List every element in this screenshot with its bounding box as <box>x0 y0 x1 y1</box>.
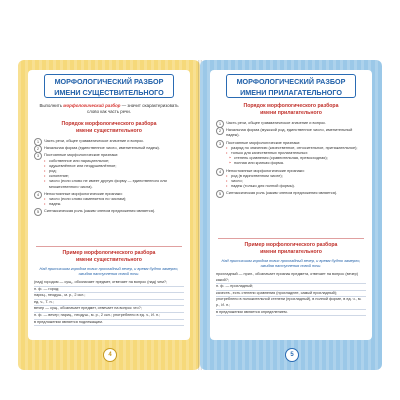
right-step-text: Начальная форма (мужской род, единственное число, именительный падеж). <box>226 127 353 138</box>
left-step-text: Часть речи, общее грамматическое значение и вопрос. <box>44 138 145 143</box>
left-step-text: Начальная форма (единственное число, именительный падеж). <box>44 145 160 151</box>
right-step-number: 4 <box>216 168 224 176</box>
left-example-heading-line2: имени существительного <box>76 256 142 263</box>
left-step-1 <box>34 138 184 143</box>
left-step-bullet: • склонение; <box>44 173 184 178</box>
right-title-line2: ИМЕНИ ПРИЛАГАТЕЛЬНОГО <box>240 88 342 97</box>
left-example-line: н. ф. — вечер; нариц., неодуш., м. р., 2 скл.; употреблено в ед. ч., И. п.; <box>34 313 184 320</box>
left-step-number: 5 <box>34 208 42 216</box>
right-step-bullet: • число; <box>226 178 366 183</box>
left-step-bullet: • число (если слово изменяется по числам); <box>44 196 184 201</box>
left-step-2 <box>34 145 184 150</box>
left-example-heading <box>36 250 182 263</box>
left-example-line: ед. ч., Т. п.; <box>34 300 184 307</box>
right-example-heading-line2: имени прилагательного <box>260 248 322 255</box>
right-page <box>200 60 382 370</box>
left-step-text: Синтаксическая роль (каким членом предложения является). <box>44 208 156 214</box>
right-step-3 <box>216 140 366 166</box>
left-steps-list <box>34 138 184 216</box>
right-example-heading-line1: Пример морфологического разбора <box>244 242 338 248</box>
left-order-heading-line1: Порядок морфологического разбора <box>61 121 157 127</box>
left-title-line2: ИМЕНИ СУЩЕСТВИТЕЛЬНОГО <box>54 88 164 97</box>
left-step-bullet: • род; <box>44 168 184 173</box>
left-step-number: 2 <box>34 145 42 153</box>
right-example-line: прохладный — прил., обозначает признак предмета, отвечает на вопрос (вечер) какой?; <box>216 272 366 284</box>
right-steps-list <box>216 120 366 198</box>
right-step-bullet: • только для качественных прилагательных: <box>226 150 366 155</box>
right-step-subbullet: ‣ полная или краткая форма. <box>226 160 366 165</box>
right-example-line: употреблено в положительной степени (прохладный), в полной форме, в ед. ч., м. р., И. п.; <box>216 297 366 309</box>
right-step-bullet: • род (в единственном числе); <box>226 173 366 178</box>
right-step-text: Постоянные морфологические признаки: <box>226 139 301 145</box>
right-example-sentence: Над притихшим городом повис прохладный вечер, и время будто замерло, ожидая наступления новой ночи. <box>221 258 361 269</box>
left-example-line: (над) городом — сущ., обозначает предмет, отвечает на вопрос (над) чем?; <box>34 280 184 287</box>
left-example-sentence: Над притихшим городом повис прохладный вечер, и время будто замерло, ожидая наступления новой ночи. <box>39 266 179 277</box>
left-example-heading-line1: Пример морфологического разбора <box>62 250 156 256</box>
left-step-number: 1 <box>34 138 42 146</box>
left-page-number: 4 <box>103 348 117 362</box>
left-step-text: Непостоянные морфологические признаки: <box>44 190 123 196</box>
left-step-bullet: • одушевлённое или неодушевлённое; <box>44 163 184 168</box>
left-intro-prefix: Выполнить <box>39 103 62 108</box>
left-step-bullet: • число (если слово не имеет другую форму — единственного или множественного числа). <box>44 178 184 188</box>
left-title-box <box>44 74 174 98</box>
left-step-4 <box>34 191 184 207</box>
right-step-bullet: • падеж (только для полной формы). <box>226 183 366 188</box>
left-example-line: вечер — сущ., обозначает предмет, отвечает на вопрос что?; <box>34 306 184 313</box>
left-order-heading-line2: имени существительного <box>76 127 142 134</box>
right-order-heading-line2: имени прилагательного <box>260 109 322 116</box>
right-title-box <box>226 74 356 98</box>
right-step-2 <box>216 127 366 137</box>
left-order-heading <box>36 121 182 134</box>
right-step-number: 3 <box>216 140 224 148</box>
right-step-bullet: • разряд по значению (качественное, относительное, притяжательное); <box>226 145 366 150</box>
right-order-heading <box>218 103 364 116</box>
left-intro-highlight: морфологический разбор <box>63 103 121 108</box>
right-divider <box>218 238 364 239</box>
right-step-5 <box>216 190 366 195</box>
right-step-4 <box>216 168 366 189</box>
left-intro-suffix: — значит охарактеризовать слово как часть речи. <box>87 103 179 114</box>
right-example-line: в предложении является определением. <box>216 310 366 317</box>
left-step-5 <box>34 208 184 213</box>
left-intro <box>36 103 182 115</box>
left-step-bullet: • собственное или нарицательное; <box>44 158 184 163</box>
right-step-text: Часть речи, общее грамматическое значение и вопрос. <box>226 120 327 125</box>
right-step-text: Непостоянные морфологические признаки: <box>226 167 305 173</box>
right-page-number: 5 <box>285 348 299 362</box>
right-step-number: 2 <box>216 127 224 135</box>
left-divider <box>36 246 182 247</box>
left-example-analysis <box>34 280 184 326</box>
right-step-number: 5 <box>216 190 224 198</box>
left-example-line: нариц., неодуш., м. р., 2 скл.; <box>34 293 184 300</box>
right-step-1 <box>216 120 366 125</box>
right-step-subbullet: ‣ степень сравнения (сравнительная, превосходная); <box>226 155 366 160</box>
left-page <box>18 60 200 370</box>
right-example-line: качеств., есть степени сравнения (прохладнее, самый прохладный); <box>216 291 366 298</box>
right-title-line1: МОРФОЛОГИЧЕСКИЙ РАЗБОР <box>236 77 346 86</box>
left-example-line: в предложении является подлежащим. <box>34 320 184 327</box>
left-sheet <box>28 70 190 340</box>
left-step-3 <box>34 152 184 188</box>
left-example-line: н. ф. — город; <box>34 287 184 294</box>
right-example-analysis <box>216 272 366 316</box>
left-title-line1: МОРФОЛОГИЧЕСКИЙ РАЗБОР <box>54 77 164 86</box>
right-sheet <box>210 70 372 340</box>
right-example-heading <box>218 242 364 255</box>
right-example-line: н. ф. — прохладный; <box>216 284 366 291</box>
left-step-text: Постоянные морфологические признаки: <box>44 152 119 158</box>
left-step-bullet: • падеж. <box>44 201 184 206</box>
right-order-heading-line1: Порядок морфологического разбора <box>243 103 339 109</box>
left-step-number: 4 <box>34 191 42 199</box>
right-step-number: 1 <box>216 120 224 128</box>
right-step-text: Синтаксическая роль (каким членом предложения является). <box>226 190 338 196</box>
left-step-number: 3 <box>34 152 42 160</box>
